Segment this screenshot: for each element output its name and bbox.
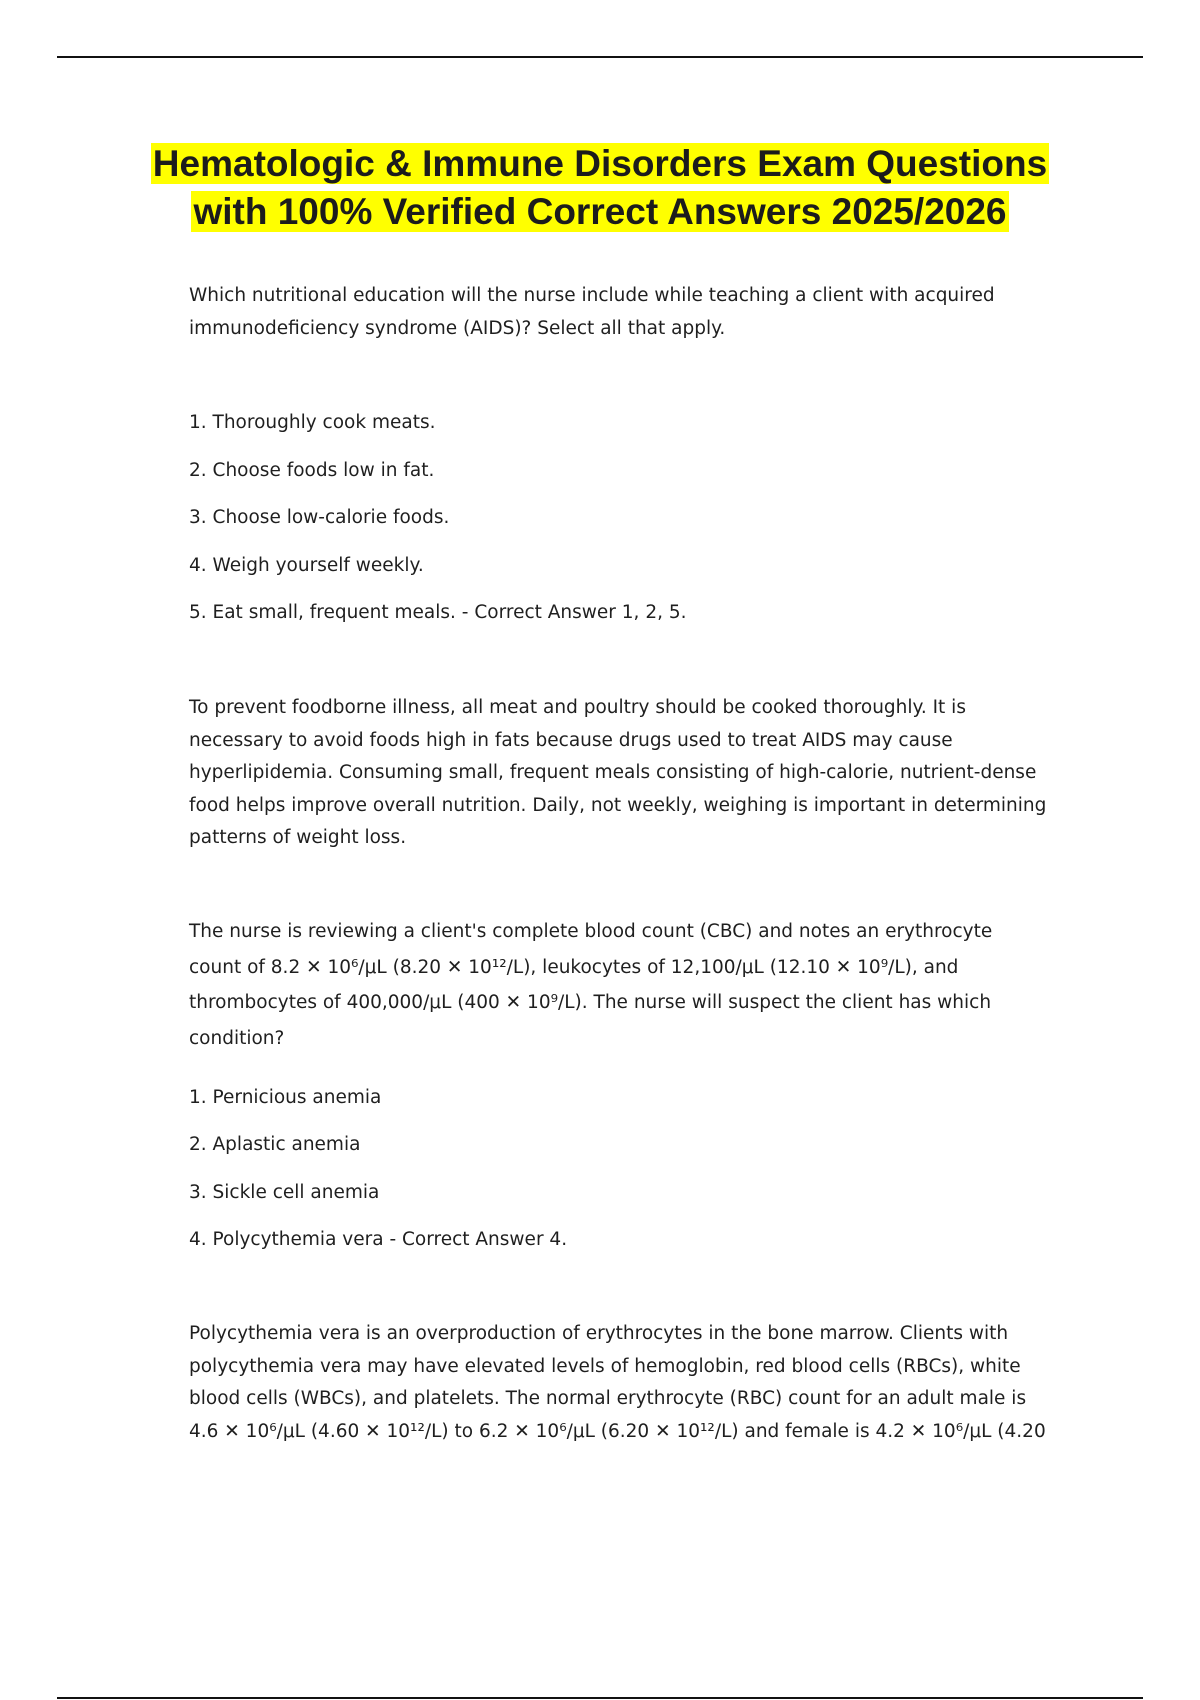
question-1-option-answer: 5. Eat small, frequent meals. - Correct Answer 1, 2, 5. bbox=[189, 602, 687, 623]
question-1-rationale: To prevent foodborne illness, all meat and poultry should be cooked thoroughly. It is necessary to avoid foods high in fats because drugs used to treat AIDS may cause hyperlipidemia. Consuming small, frequent meals consisting of high-calorie, nutrient-dense food helps improve overall nutrition. Daily, not weekly, weighing is important in determining patterns of weight loss. bbox=[189, 697, 1047, 848]
question-1-stem: Which nutritional education will the nurse include while teaching a client with acquired immunodeficiency syndrome (AIDS)? Select all that apply. bbox=[189, 285, 995, 339]
question-1-option: 1. Thoroughly cook meats. bbox=[189, 412, 436, 433]
question-2-option: 1. Pernicious anemia bbox=[189, 1087, 382, 1108]
question-2-rationale: Polycythemia vera is an overproduction of erythrocytes in the bone marrow. Clients with polycythemia vera may have elevated levels of hemoglobin, red blood cells (RBCs), white blood cells (WBCs), and platelets. The normal erythrocyte (RBC) count for an adult male is 4.6 ✕ 10⁶/μL (4.60 ✕ 10¹²/L) to 6.2 ✕ 10⁶/μL (6.20 ✕ 10¹²/L) and female is 4.2 ✕ 10⁶/μL (4.20 bbox=[189, 1323, 1046, 1442]
document-title-highlight: Hematologic & Immune Disorders Exam Questions with 100% Verified Correct Answers 2025/2026 bbox=[152, 143, 1048, 232]
question-2-stem: The nurse is reviewing a client's complete blood count (CBC) and notes an erythrocyte count of 8.2 ✕ 10⁶/μL (8.20 ✕ 10¹²/L), leukocytes of 12,100/μL (12.10 ✕ 10⁹/L), and thrombocytes of 400,000/μL (400 ✕ 10⁹/L). The nurse will suspect the client has which condition? bbox=[189, 921, 993, 1049]
question-2-option-answer: 4. Polycythemia vera - Correct Answer 4. bbox=[189, 1229, 568, 1250]
question-1-option: 2. Choose foods low in fat. bbox=[189, 460, 435, 481]
question-2-option: 2. Aplastic anemia bbox=[189, 1134, 361, 1155]
document-title bbox=[150, 140, 1050, 236]
question-1-option: 3. Choose low-calorie foods. bbox=[189, 507, 450, 528]
top-rule bbox=[57, 56, 1143, 58]
question-2-option: 3. Sickle cell anemia bbox=[189, 1182, 380, 1203]
bottom-rule bbox=[57, 1697, 1143, 1699]
question-1-option: 4. Weigh yourself weekly. bbox=[189, 555, 424, 576]
